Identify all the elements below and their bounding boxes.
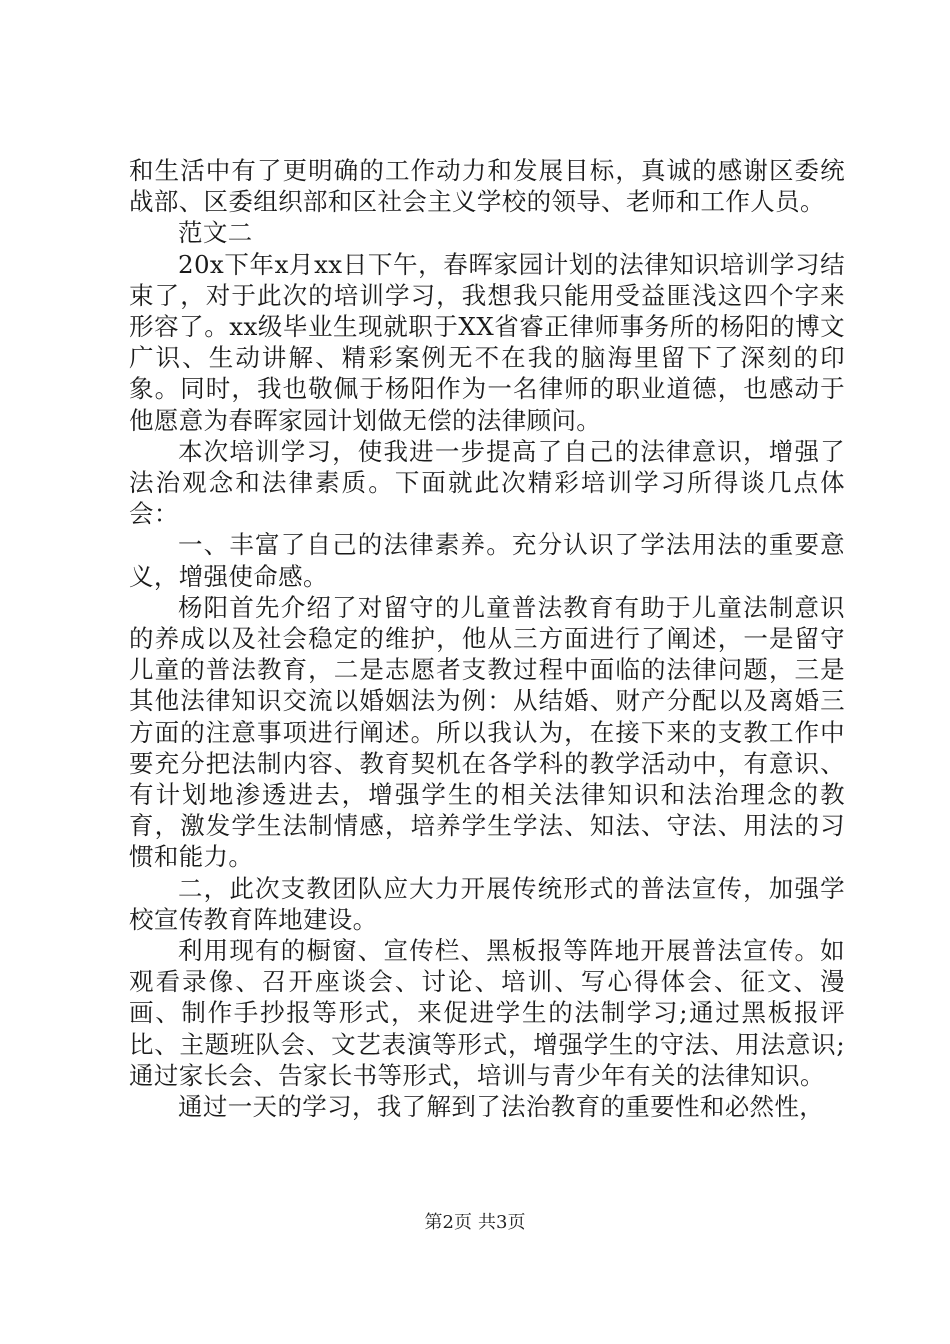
section-heading: 范文二 <box>178 218 253 248</box>
paragraph: 利用现有的橱窗、宣传栏、黑板报等阵地开展普法宣传。如观看录像、召开座谈会、讨论、培训、写心得体会、征文、漫画、制作手抄报等形式，来促进学生的法制学习;通过黑板报评比、主题班队会、文艺表演等形式，增强学生的守法、用法意识;通过家长会、告家长书等形式，培训与青少年有关的法律知识。 <box>129 936 845 1090</box>
document-body <box>129 155 845 1122</box>
page-total: 共3页 <box>478 1212 526 1233</box>
paragraph: 一、丰富了自己的法律素养。充分认识了学法用法的重要意义，增强使命感。 <box>129 530 845 591</box>
paragraph: 杨阳首先介绍了对留守的儿童普法教育有助于儿童法制意识的养成以及社会稳定的维护，他从三方面进行了阐述，一是留守儿童的普法教育，二是志愿者支教过程中面临的法律问题，三是其他法律知识交流以婚姻法为例：从结婚、财产分配以及离婚三方面的注意事项进行阐述。所以我认为，在接下来的支教工作中要充分把法制内容、教育契机在各学科的教学活动中，有意识、有计划地渗透进去，增强学生的相关法律知识和法治理念的教育，激发学生法制情感，培养学生学法、知法、守法、用法的习惯和能力。 <box>129 592 845 872</box>
paragraph: 本次培训学习，使我进一步提高了自己的法律意识，增强了法治观念和法律素质。下面就此次精彩培训学习所得谈几点体会： <box>129 436 845 529</box>
paragraph: 通过一天的学习，我了解到了法治教育的重要性和必然性， <box>178 1092 825 1122</box>
page-footer <box>0 1211 950 1235</box>
paragraph: 二，此次支教团队应大力开展传统形式的普法宣传，加强学校宣传教育阵地建设。 <box>129 873 845 934</box>
page-number: 第2页 <box>424 1212 472 1233</box>
paragraph: 20x下年x月xx日下午，春晖家园计划的法律知识培训学习结束了，对于此次的培训学习，我想我只能用受益匪浅这四个字来形容了。xx级毕业生现就职于XX省睿正律师事务所的杨阳的博文广识、生动讲解、精彩案例无不在我的脑海里留下了深刻的印象。同时，我也敬佩于杨阳作为一名律师的职业道德，也感动于他愿意为春晖家园计划做无偿的法律顾问。 <box>129 249 845 435</box>
paragraph-continuation: 和生活中有了更明确的工作动力和发展目标，真诚的感谢区委统战部、区委组织部和区社会主义学校的领导、老师和工作人员。 <box>129 156 845 217</box>
